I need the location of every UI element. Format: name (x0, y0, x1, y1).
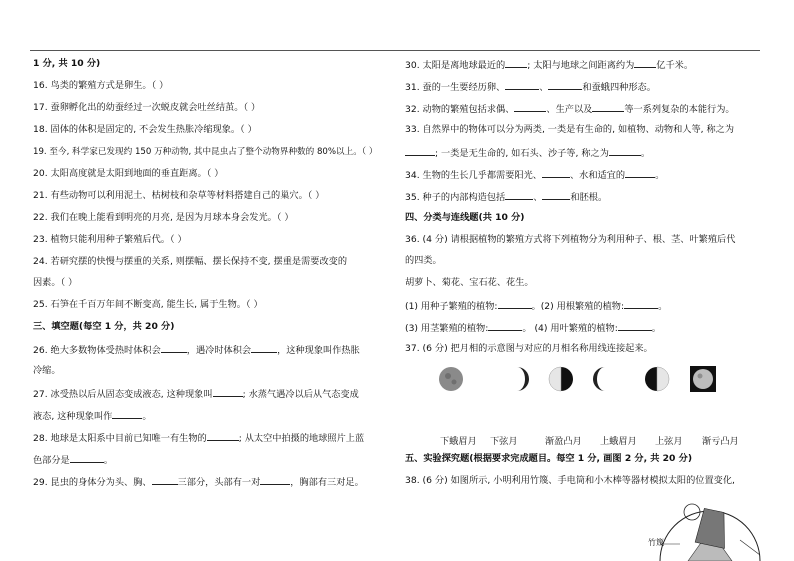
q31-text-b: 、 (539, 82, 549, 93)
question-19: 19. 至今, 科学家已发现约 150 万种动物, 其中昆虫占了整个动物界种数的 80%以上。（ ） (33, 147, 378, 157)
question-29 (33, 475, 364, 489)
q32-text-b: 、生产以及 (546, 104, 593, 115)
moon-phase-2-icon (504, 366, 530, 392)
q30-blank-2[interactable] (634, 58, 656, 68)
q27-text-b: ; 水蒸气遇冷以后从气态变成 (242, 389, 359, 400)
q30-text-c: 亿千米。 (656, 60, 694, 71)
moon-label-4: 上蛾眉月 (600, 436, 637, 447)
q27-blank-2[interactable] (112, 409, 142, 419)
q36-blank-2[interactable] (624, 299, 658, 309)
q26-blank-1[interactable] (161, 343, 187, 353)
question-20: 20. 太阳高度就是太阳到地面的垂直距离。（ ） (33, 168, 224, 179)
question-33: 33. 自然界中的物体可以分为两类, 一类是有生命的, 如植物、动物和人等, 称之为 (405, 124, 735, 135)
section-5-heading: 五、实验探究题(根据要求完成题目。每空 1 分, 画图 2 分, 共 20 分) (405, 453, 693, 464)
question-35 (405, 190, 607, 204)
q33-blank-2[interactable] (609, 146, 641, 156)
question-33-cont (405, 146, 650, 160)
experiment-diagram (640, 500, 780, 561)
moon-phase-row (438, 366, 738, 396)
q35-text-b: 、 (533, 192, 543, 203)
q36-blank-1[interactable] (498, 299, 532, 309)
moon-phase-3-icon (548, 366, 574, 392)
question-31 (405, 80, 656, 94)
moon-label-5: 上弦月 (655, 436, 683, 447)
q31-blank-1[interactable] (505, 80, 539, 90)
q33b-text-a: ; 一类是无生命的, 如石头、沙子等, 称之为 (435, 148, 609, 159)
q26-text-b: ，遇冷时体积会 (186, 345, 252, 356)
question-27-cont (33, 409, 152, 423)
q27-text-a: 27. 冰受热以后从固态变成液态, 这种现象叫 (33, 389, 213, 400)
question-28 (33, 431, 364, 445)
header-rule (30, 50, 760, 51)
question-36-cont: 的四类。 (405, 255, 442, 266)
moon-phase-4-icon (592, 366, 618, 392)
question-36: 36. (4 分) 请根据植物的繁殖方式将下列植物分为利用种子、根、茎、叶繁殖后代 (405, 234, 736, 245)
question-17: 17. 蚕卵孵化出的幼蚕经过一次蜕皮就会吐丝结茧。（ ） (33, 102, 261, 113)
question-37: 37. (6 分) 把月相的示意图与对应的月相名称用线连接起来。 (405, 343, 653, 354)
q36-blank-3[interactable] (488, 321, 522, 331)
q31-text-a: 31. 蚕的一生要经历卵、 (405, 82, 506, 93)
q28-blank-1[interactable] (207, 431, 239, 441)
question-18: 18. 固体的体积是固定的, 不会发生热胀冷缩现象。（ ） (33, 124, 257, 135)
bamboo-arc-figure (640, 500, 780, 561)
question-26-cont: 冷缩。 (33, 365, 61, 376)
q27-blank-1[interactable] (213, 387, 243, 397)
moon-label-3: 渐盈凸月 (545, 436, 582, 447)
q32-blank-1[interactable] (514, 102, 546, 112)
q34-blank-2[interactable] (625, 168, 655, 178)
question-26 (33, 343, 360, 357)
moon-phase-5-icon (644, 366, 670, 392)
question-27 (33, 387, 359, 401)
q33b-text-b: 。 (640, 148, 651, 159)
q30-text-a: 30. 太阳是离地球最近的 (405, 60, 506, 71)
q36c-text-a: (1) 用种子繁殖的植物: (405, 301, 498, 312)
q32-text-a: 32. 动物的繁殖包括求偶、 (405, 104, 515, 115)
q30-text-b: ; 太阳与地球之间距离约为 (527, 60, 635, 71)
q33-blank-1[interactable] (405, 146, 435, 156)
moon-phase-1-icon (438, 366, 464, 392)
q28b-text-b: 。 (103, 455, 113, 466)
q36d-text-b: 。 (4) 用叶繁殖的植物: (522, 323, 618, 334)
question-38: 38. (6 分) 如图所示, 小明利用竹篾、手电筒和小木棒等器材模拟太阳的位置变化, (405, 475, 735, 486)
q36d-text-c: 。 (651, 323, 661, 334)
q36c-text-c: 。 (658, 301, 668, 312)
section-4-heading: 四、分类与连线题(共 10 分) (405, 212, 525, 223)
q32-text-c: 等一系列复杂的本能行为。 (624, 104, 735, 115)
q31-text-c: 和蚕蛾四种形态。 (582, 82, 656, 93)
q29-blank-2[interactable] (260, 475, 290, 485)
q29-text-b: 三部分，头部有一对 (177, 477, 261, 488)
question-22: 22. 我们在晚上能看到明亮的月亮, 是因为月球本身会发光。（ ） (33, 212, 294, 223)
q35-blank-1[interactable] (505, 190, 533, 200)
question-21: 21. 有些动物可以利用泥土、枯树枝和杂草等材料搭建自己的巢穴。（ ） (33, 190, 325, 201)
q35-text-a: 35. 种子的内部构造包括 (405, 192, 506, 203)
q28-blank-2[interactable] (70, 453, 104, 463)
q27b-text-b: 。 (142, 411, 152, 422)
q34-blank-1[interactable] (542, 168, 570, 178)
question-28-cont (33, 453, 113, 467)
q32-blank-2[interactable] (592, 102, 624, 112)
question-25: 25. 石笋在千百万年间不断变高, 能生长, 属于生物。（ ） (33, 299, 263, 310)
question-36-part-1-2 (405, 299, 667, 313)
q29-text-c: ，胸部有三对足。 (290, 477, 364, 488)
moon-label-2: 下弦月 (490, 436, 518, 447)
section-3-heading: 三、填空题(每空 1 分，共 20 分) (33, 321, 175, 332)
question-16: 16. 鸟类的繁殖方式是卵生。（ ） (33, 80, 169, 91)
moon-phase-6-icon (690, 366, 716, 392)
plant-list: 胡萝卜、菊花、宝石花、花生。 (405, 277, 534, 288)
q28-text-b: ; 从太空中拍摄的地球照片上蓝 (238, 433, 365, 444)
q34-text-c: 。 (655, 170, 665, 181)
question-36-part-3-4 (405, 321, 661, 335)
q29-blank-1[interactable] (152, 475, 178, 485)
question-32 (405, 102, 735, 116)
q36c-text-b: 。(2) 用根繁殖的植物: (531, 301, 625, 312)
q34-text-a: 34. 生物的生长几乎都需要阳光、 (405, 170, 542, 181)
q35-blank-2[interactable] (542, 190, 570, 200)
q36d-text-a: (3) 用茎繁殖的植物: (405, 323, 489, 334)
q28-text-a: 28. 地球是太阳系中目前已知唯一有生物的 (33, 433, 207, 444)
q29-text-a: 29. 昆虫的身体分为头、胸、 (33, 477, 152, 488)
q26-text-a: 26. 绝大多数物体受热时体积会 (33, 345, 161, 356)
q35-text-c: 和胚根。 (570, 192, 608, 203)
q26-text-c: ，这种现象叫作热胀 (277, 345, 360, 356)
question-23: 23. 植物只能利用种子繁殖后代。（ ） (33, 234, 187, 245)
q31-blank-2[interactable] (548, 80, 582, 90)
section-2-tail: 1 分, 共 10 分) (33, 58, 101, 69)
q26-blank-2[interactable] (251, 343, 277, 353)
question-24: 24. 若研究摆的快慢与摆重的关系, 则摆幅、摆长保持不变, 摆重是需要改变的 (33, 256, 348, 267)
moon-label-1: 下蛾眉月 (440, 436, 477, 447)
q34-text-b: 、水和适宜的 (569, 170, 626, 181)
question-30 (405, 58, 693, 72)
diagram-label: 竹篾 (648, 538, 664, 547)
question-24-cont: 因素。（ ） (33, 277, 78, 288)
q27b-text-a: 液态, 这种现象叫作 (33, 411, 113, 422)
q28b-text-a: 色部分是 (33, 455, 70, 466)
q36-blank-4[interactable] (618, 321, 652, 331)
question-34 (405, 168, 664, 182)
q30-blank-1[interactable] (505, 58, 527, 68)
moon-label-6: 渐亏凸月 (702, 436, 739, 447)
